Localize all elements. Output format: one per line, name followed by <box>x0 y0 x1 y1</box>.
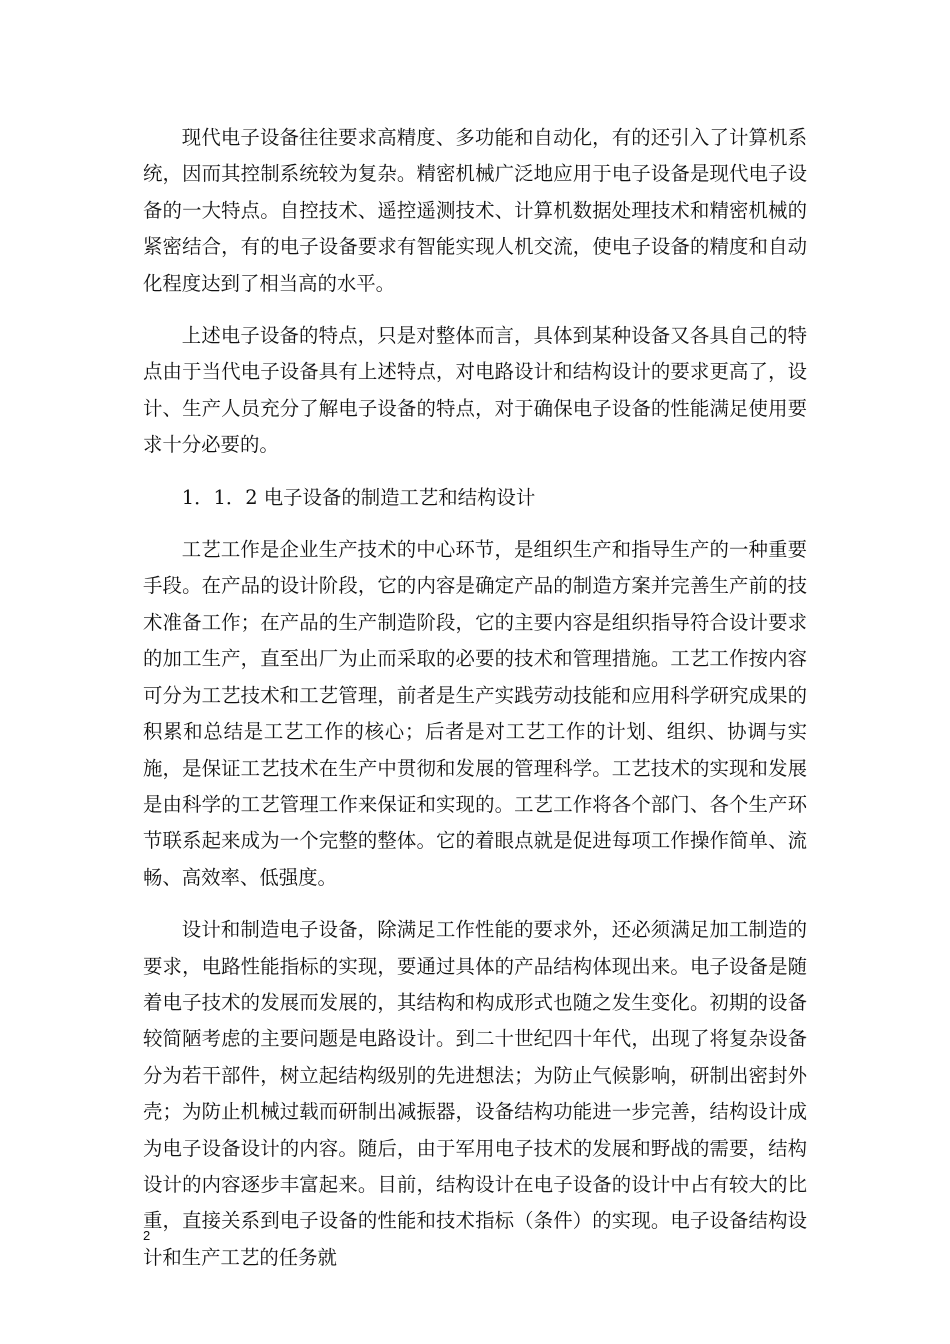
paragraph-design-manufacture: 设计和制造电子设备，除满足工作性能的要求外，还必须满足加工制造的要求，电路性能指标的实现，要通过具体的产品结构体现出来。电子设备是随着电子技术的发展而发展的，其结构和构成形式也随之发生变化。初期的设备较简陋考虑的主要问题是电路设计。到二十世纪四十年代，出现了将复杂设备分为若干部件，树立起结构级别的先进想法；为防止气候影响，研制出密封外壳；为防止机械过载而研制出减振器，设备结构功能进一步完善，结构设计成为电子设备设计的内容。随后，由于军用电子技术的发展和野战的需要，结构设计的内容逐步丰富起来。目前，结构设计在电子设备的设计中占有较大的比重，直接关系到电子设备的性能和技术指标（条件）的实现。电子设备结构设计和生产工艺的任务就 <box>143 918 807 1269</box>
section-heading: 1．1．2 电子设备的制造工艺和结构设计 <box>181 485 536 509</box>
paragraph-process-work: 工艺工作是企业生产技术的中心环节，是组织生产和指导生产的一种重要手段。在产品的设计阶段，它的内容是确定产品的制造方案并完善生产前的技术准备工作；在产品的生产制造阶段，它的主要内容是组织指导符合设计要求的加工生产，直至出厂为止而采取的必要的技术和管理措施。工艺工作按内容可分为工艺技术和工艺管理，前者是生产实践劳动技能和应用科学研究成果的积累和总结是工艺工作的核心；后者是对工艺工作的计划、组织、协调与实施，是保证工艺技术在生产中贯彻和发展的管理科学。工艺技术的实现和发展是由科学的工艺管理工作来保证和实现的。工艺工作将各个部门、各个生产环节联系起来成为一个完整的整体。它的着眼点就是促进每项工作操作简单、流畅、高效率、低强度。 <box>143 538 807 889</box>
paragraph-equipment-features: 上述电子设备的特点，只是对整体而言，具体到某种设备又各具自己的特点由于当代电子设备具有上述特点，对电路设计和结构设计的要求更高了，设计、生产人员充分了解电子设备的特点，对于确保电子设备的性能满足使用要求十分必要的。 <box>143 324 807 457</box>
page-number: 2 <box>143 1228 151 1243</box>
page-body <box>143 120 807 1292</box>
paragraph-modern-equipment: 现代电子设备往往要求高精度、多功能和自动化，有的还引入了计算机系统，因而其控制系统较为复杂。精密机械广泛地应用于电子设备是现代电子设备的一大特点。自控技术、遥控遥测技术、计算机数据处理技术和精密机械的紧密结合，有的电子设备要求有智能实现人机交流，使电子设备的精度和自动化程度达到了相当高的水平。 <box>143 126 807 295</box>
